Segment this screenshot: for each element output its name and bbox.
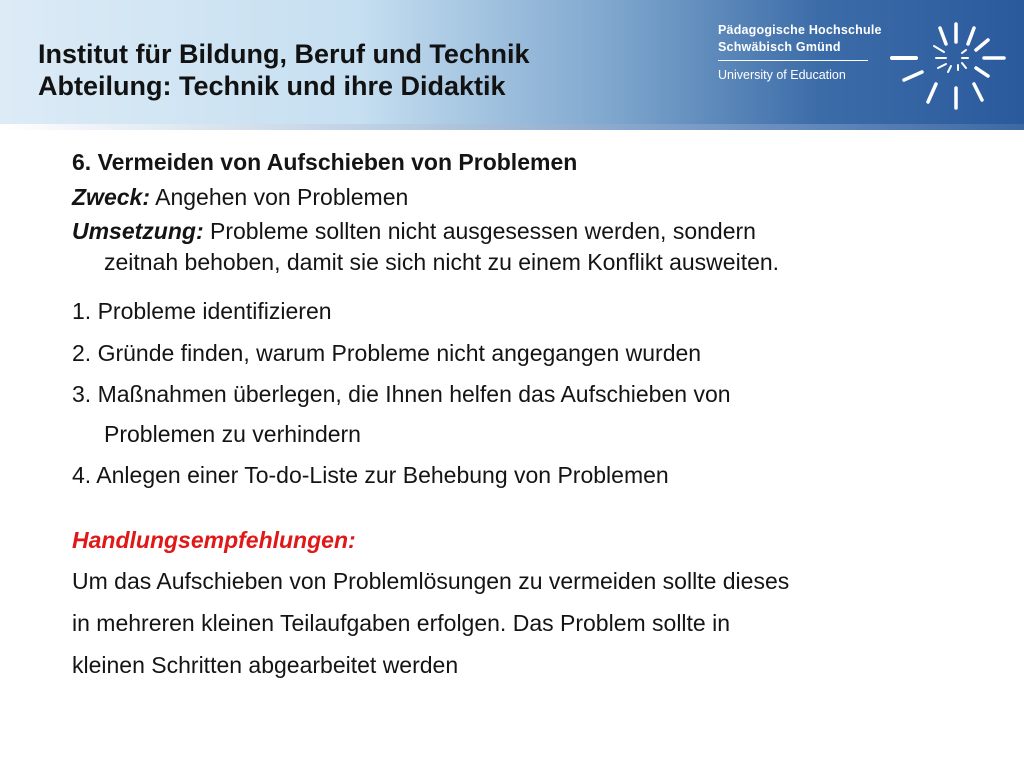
purpose-label: Zweck:: [72, 184, 150, 210]
implementation-line: [72, 216, 992, 247]
recommendations-text: [72, 560, 992, 686]
purpose-text: Angehen von Problemen: [149, 184, 409, 210]
recommendations-heading: Handlungsempfehlungen:: [72, 527, 356, 553]
implementation-label: Umsetzung:: [72, 218, 204, 244]
logo-line3: University of Education: [718, 68, 846, 82]
logo-divider: [718, 60, 868, 61]
header-divider: [0, 124, 1024, 130]
sunburst-logo-icon: [888, 18, 1008, 114]
implementation-text1: Probleme sollten nicht ausgesessen werden, sondern: [203, 218, 756, 244]
purpose-line: [72, 181, 992, 214]
header-banner: [0, 0, 1024, 124]
header-title-line2: Abteilung: Technik und ihre Didaktik: [38, 71, 506, 101]
steps-list: [72, 290, 992, 496]
recommendation-line: kleinen Schritten abgearbeitet werden: [72, 652, 459, 678]
logo-line2: Schwäbisch Gmünd: [718, 40, 841, 54]
list-item-continuation: Problemen zu verhindern: [104, 421, 361, 447]
header-title-line1: Institut für Bildung, Beruf und Technik: [38, 39, 530, 69]
list-item: 1. Probleme identifizieren: [72, 298, 332, 324]
implementation-continuation: zeitnah behoben, damit sie sich nicht zu einem Konflikt ausweiten.: [104, 249, 780, 275]
slide-content: [72, 146, 992, 686]
section-heading: 6. Vermeiden von Aufschieben von Problemen: [72, 149, 578, 175]
list-item: 4. Anlegen einer To-do-Liste zur Behebung von Problemen: [72, 462, 669, 488]
recommendation-line: Um das Aufschieben von Problemlösungen zu vermeiden sollte dieses: [72, 568, 790, 594]
university-logo: [718, 22, 882, 83]
list-item: 2. Gründe finden, warum Probleme nicht angegangen wurden: [72, 340, 702, 366]
recommendation-line: in mehreren kleinen Teilaufgaben erfolgen. Das Problem sollte in: [72, 610, 731, 636]
header-title: [38, 38, 529, 102]
list-item: 3. Maßnahmen überlegen, die Ihnen helfen das Aufschieben von: [72, 381, 731, 407]
logo-line1: Pädagogische Hochschule: [718, 23, 882, 37]
